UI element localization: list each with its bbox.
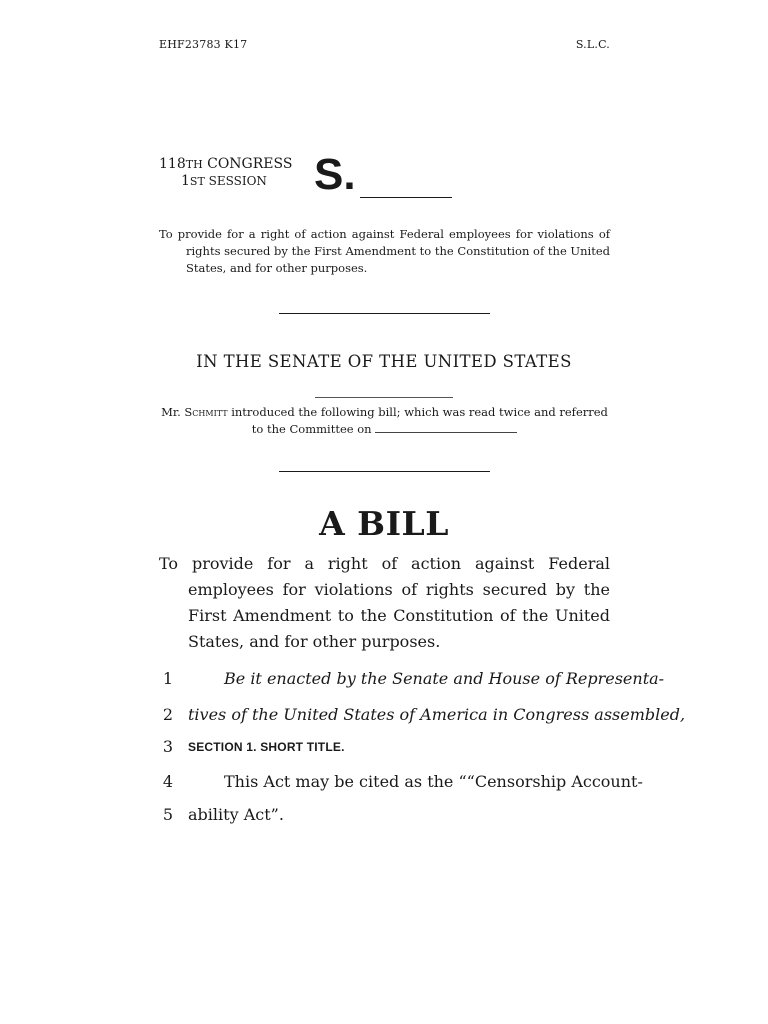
session-word: SESSION xyxy=(204,174,267,188)
short-title-line-2: ability Act”. xyxy=(188,805,284,824)
congress-word: CONGRESS xyxy=(202,156,293,172)
introduction-statement xyxy=(159,404,610,438)
congress-line xyxy=(159,156,292,173)
line-number: 5 xyxy=(162,805,174,824)
congress-session xyxy=(159,156,292,190)
line-number: 2 xyxy=(162,705,174,724)
session-line xyxy=(159,173,292,190)
office-code: S.L.C. xyxy=(575,38,610,51)
session-suffix: ST xyxy=(189,175,205,188)
divider-top xyxy=(279,313,490,314)
document-id: EHF23783 K17 xyxy=(159,38,248,51)
committee-blank xyxy=(375,422,517,433)
line-number: 1 xyxy=(162,669,174,688)
section-heading: SECTION 1. SHORT TITLE. xyxy=(188,740,345,754)
line-number: 3 xyxy=(162,737,174,756)
sponsor-name: Schmitt xyxy=(184,405,228,419)
short-title-line-1: This Act may be cited as the ““Censorship Account- xyxy=(224,772,643,791)
bill-label: S. xyxy=(314,150,356,199)
bill-number-blank xyxy=(360,197,452,198)
divider-thin xyxy=(315,397,453,398)
sponsor-title: Mr. xyxy=(161,405,181,419)
purpose-summary: To provide for a right of action against Federal employees for violations of rights secured by the First Amendment to the Constitution of the United States, and for other purposes. xyxy=(159,227,610,275)
session-number: 1 xyxy=(181,173,190,189)
enacting-clause-line-1: Be it enacted by the Senate and House of Representa- xyxy=(224,669,665,688)
congress-suffix: TH xyxy=(185,158,203,171)
congress-number: 118 xyxy=(159,156,186,172)
bill-heading: A BILL xyxy=(319,504,449,543)
line-number: 4 xyxy=(162,772,174,791)
purpose-title: To provide for a right of action against Federal employees for violations of rights secured by the First Amendment to the Constitution of the United States, and for other purposes. xyxy=(159,554,610,651)
chamber-heading: IN THE SENATE OF THE UNITED STATES xyxy=(196,352,572,371)
introduction-text: introduced the following bill; which was read twice and referred to the Committee on xyxy=(227,405,608,436)
divider-bottom xyxy=(279,471,490,472)
enacting-clause-line-2: tives of the United States of America in Congress assembled, xyxy=(188,705,686,724)
